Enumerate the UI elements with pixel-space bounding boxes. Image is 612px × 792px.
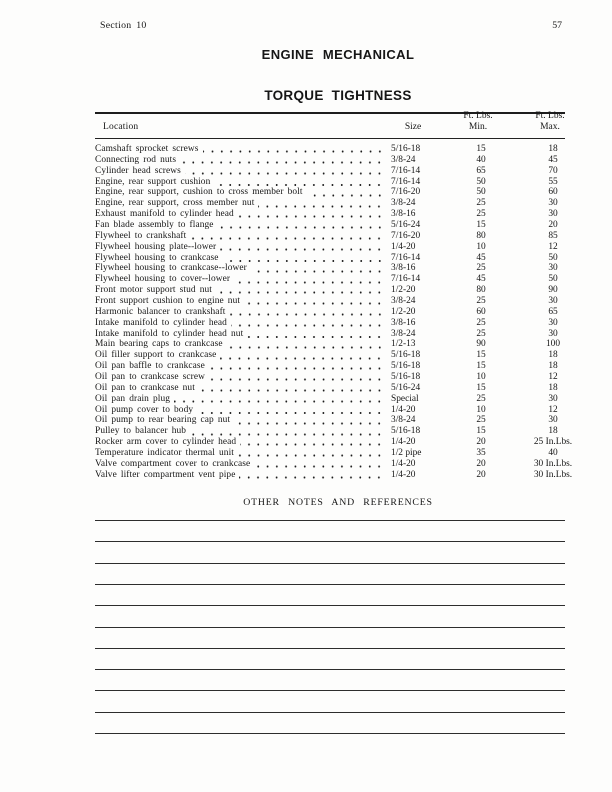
size-cell: 1/2-20	[391, 306, 416, 317]
size-cell: 3/8-16	[391, 209, 416, 220]
notes-rule-line	[95, 648, 565, 649]
max-torque-cell: 30 In.Lbs.	[533, 458, 573, 469]
notes-heading: OTHER NOTES AND REFERENCES	[243, 497, 433, 508]
dot-leader	[230, 307, 385, 318]
location-cell	[95, 187, 391, 198]
location-text: Valve compartment cover to crankcase	[95, 458, 251, 469]
table-row	[95, 405, 587, 416]
table-row	[95, 155, 587, 166]
column-header-min: Ft. Lbs. Min.	[463, 111, 493, 132]
location-cell	[95, 144, 391, 155]
location-text: Flywheel housing to crankcase	[95, 252, 219, 263]
notes-rule-line	[95, 733, 565, 734]
size-cell: 1/2-13	[391, 339, 416, 350]
location-cell	[95, 209, 391, 220]
dot-leader	[216, 285, 384, 296]
max-torque-cell: 30	[548, 296, 558, 307]
min-torque-cell: 10	[476, 404, 486, 415]
max-torque-cell: 30	[548, 209, 558, 220]
dot-leader	[214, 177, 384, 188]
max-torque-cell: 12	[548, 372, 558, 383]
min-torque-cell: 25	[476, 393, 486, 404]
location-cell	[95, 285, 391, 296]
min-torque-cell: 90	[476, 339, 486, 350]
max-torque-cell: 90	[548, 285, 558, 296]
min-torque-cell: 45	[476, 274, 486, 285]
column-header-location: Location	[103, 122, 139, 132]
dot-leader	[209, 361, 384, 372]
location-text: Cylinder head screws	[95, 165, 181, 176]
max-torque-cell: 12	[548, 241, 558, 252]
min-torque-cell: 15	[476, 350, 486, 361]
max-torque-cell: 60	[548, 187, 558, 198]
location-text: Flywheel to crankshaft	[95, 230, 187, 241]
table-row	[95, 415, 587, 426]
location-cell	[95, 394, 391, 405]
min-torque-cell: 20	[476, 469, 486, 480]
size-cell: 5/16-24	[391, 382, 421, 393]
size-cell: 1/2 pipe	[391, 448, 422, 459]
min-torque-cell: 25	[476, 209, 486, 220]
size-cell: 1/2-20	[391, 285, 416, 296]
location-cell	[95, 405, 391, 416]
dot-leader	[218, 220, 384, 231]
location-cell	[95, 383, 391, 394]
location-cell	[95, 448, 391, 459]
min-torque-cell: 15	[476, 382, 486, 393]
size-cell: Special	[391, 393, 419, 404]
size-cell: 7/16-14	[391, 274, 421, 285]
location-cell	[95, 166, 391, 177]
min-torque-cell: 20	[476, 437, 486, 448]
location-text: Oil pan drain plug	[95, 393, 171, 404]
location-cell	[95, 437, 391, 448]
min-torque-cell: 50	[476, 187, 486, 198]
location-text: Flywheel housing to crankcase--lower	[95, 263, 247, 274]
max-torque-cell: 20	[548, 220, 558, 231]
table-row	[95, 383, 587, 394]
table-row	[95, 350, 587, 361]
section-label: Section 10	[100, 20, 147, 31]
size-cell: 3/8-16	[391, 317, 416, 328]
table-row	[95, 361, 587, 372]
max-torque-cell: 50	[548, 274, 558, 285]
size-cell: 3/8-24	[391, 198, 416, 209]
table-row	[95, 166, 587, 177]
size-cell: 5/16-18	[391, 361, 421, 372]
dot-leader	[258, 198, 384, 209]
dot-leader	[223, 253, 384, 264]
location-cell	[95, 372, 391, 383]
location-cell	[95, 318, 391, 329]
table-header-rule	[95, 138, 565, 139]
table-row	[95, 339, 587, 350]
table-row	[95, 253, 587, 264]
max-torque-cell: 30 In.Lbs.	[533, 469, 573, 480]
location-cell	[95, 329, 391, 340]
size-cell: 7/16-20	[391, 230, 421, 241]
size-cell: 3/8-24	[391, 328, 416, 339]
notes-rule-line	[95, 541, 565, 542]
min-torque-cell: 40	[476, 154, 486, 165]
max-torque-cell: 30	[548, 415, 558, 426]
dot-leader	[244, 296, 384, 307]
page-title: ENGINE MECHANICAL	[261, 47, 415, 62]
min-torque-cell: 10	[476, 241, 486, 252]
location-cell	[95, 415, 391, 426]
table-row	[95, 307, 587, 318]
min-torque-cell: 10	[476, 372, 486, 383]
dot-leader	[231, 318, 384, 329]
max-torque-cell: 85	[548, 230, 558, 241]
max-torque-cell: 30	[548, 393, 558, 404]
location-text: Rocker arm cover to cylinder head	[95, 437, 237, 448]
location-text: Oil pan baffle to crankcase	[95, 361, 205, 372]
dot-leader	[239, 470, 384, 481]
max-torque-cell: 18	[548, 426, 558, 437]
location-text: Temperature indicator thermal unit	[95, 448, 234, 459]
location-text: Engine, rear support, cushion to cross member bolt	[95, 187, 303, 198]
location-cell	[95, 242, 391, 253]
size-cell: 7/16-20	[391, 187, 421, 198]
min-torque-cell: 50	[476, 176, 486, 187]
location-cell	[95, 198, 391, 209]
table-row	[95, 426, 587, 437]
size-cell: 5/16-18	[391, 350, 421, 361]
notes-rule-line	[95, 712, 565, 713]
size-cell: 1/4-20	[391, 404, 416, 415]
max-torque-cell: 18	[548, 382, 558, 393]
size-cell: 7/16-14	[391, 165, 421, 176]
dot-leader	[180, 155, 384, 166]
dot-leader	[254, 459, 384, 470]
location-cell	[95, 307, 391, 318]
location-text: Front motor support stud nut	[95, 285, 213, 296]
location-text: Engine, rear support, cross member nut	[95, 198, 255, 209]
size-cell: 1/4-20	[391, 437, 416, 448]
table-row	[95, 274, 587, 285]
table-row	[95, 296, 587, 307]
notes-rule-line	[95, 690, 565, 691]
location-text: Oil pump cover to body	[95, 404, 194, 415]
location-cell	[95, 263, 391, 274]
max-torque-cell: 12	[548, 404, 558, 415]
size-cell: 3/8-24	[391, 296, 416, 307]
size-cell: 1/4-20	[391, 458, 416, 469]
table-row	[95, 242, 587, 253]
dot-leader	[174, 394, 384, 405]
max-torque-cell: 30	[548, 317, 558, 328]
dot-leader	[240, 437, 384, 448]
table-row	[95, 437, 587, 448]
dot-leader	[251, 263, 384, 274]
size-cell: 1/4-20	[391, 469, 416, 480]
table-row	[95, 231, 587, 242]
location-cell	[95, 426, 391, 437]
location-cell	[95, 459, 391, 470]
location-text: Oil pump to rear bearing cap nut	[95, 415, 231, 426]
table-row	[95, 459, 587, 470]
min-torque-cell: 15	[476, 361, 486, 372]
page-number: 57	[552, 20, 562, 31]
min-torque-cell: 25	[476, 415, 486, 426]
max-torque-cell: 50	[548, 252, 558, 263]
location-text: Fan blade assembly to flange	[95, 220, 214, 231]
min-torque-cell: 15	[476, 220, 486, 231]
dot-leader	[307, 187, 384, 198]
location-text: Intake manifold to cylinder head nut	[95, 328, 244, 339]
min-torque-cell: 25	[476, 296, 486, 307]
dot-leader	[238, 209, 384, 220]
location-text: Oil pan to crankcase nut	[95, 382, 195, 393]
min-torque-cell: 25	[476, 263, 486, 274]
dot-leader	[185, 166, 384, 177]
min-torque-cell: 60	[476, 306, 486, 317]
max-torque-cell: 100	[545, 339, 561, 350]
location-text: Main bearing caps to crankcase	[95, 339, 223, 350]
table-row	[95, 372, 587, 383]
location-cell	[95, 274, 391, 285]
min-torque-cell: 65	[476, 165, 486, 176]
notes-rule-line	[95, 605, 565, 606]
table-row	[95, 187, 587, 198]
table-row	[95, 198, 587, 209]
dot-leader	[234, 415, 384, 426]
location-cell	[95, 253, 391, 264]
max-torque-cell: 18	[548, 144, 558, 154]
location-cell	[95, 361, 391, 372]
location-cell	[95, 220, 391, 231]
max-torque-cell: 30	[548, 263, 558, 274]
location-text: Front support cushion to engine nut	[95, 296, 241, 307]
table-row	[95, 318, 587, 329]
location-cell	[95, 339, 391, 350]
size-cell: 5/16-18	[391, 426, 421, 437]
location-text: Flywheel housing plate--lower	[95, 241, 217, 252]
min-torque-cell: 35	[476, 448, 486, 459]
location-cell	[95, 231, 391, 242]
location-text: Oil pan to crankcase screw	[95, 372, 205, 383]
min-torque-cell: 80	[476, 285, 486, 296]
dot-leader	[203, 144, 385, 155]
location-text: Camshaft sprocket screws	[95, 144, 199, 154]
table-row	[95, 448, 587, 459]
table-row	[95, 177, 587, 188]
dot-leader	[238, 448, 384, 459]
dot-leader	[220, 350, 384, 361]
min-torque-cell: 25	[476, 198, 486, 209]
max-torque-cell: 30	[548, 198, 558, 209]
notes-rule-line	[95, 563, 565, 564]
dot-leader	[199, 383, 384, 394]
table-row	[95, 209, 587, 220]
dot-leader	[209, 372, 384, 383]
max-torque-cell: 18	[548, 350, 558, 361]
table-row	[95, 329, 587, 340]
table-row	[95, 470, 587, 481]
column-header-max: Ft. Lbs. Max.	[535, 111, 565, 132]
min-torque-cell: 15	[476, 144, 486, 154]
location-cell	[95, 177, 391, 188]
notes-rule-line	[95, 669, 565, 670]
location-cell	[95, 350, 391, 361]
max-torque-cell: 45	[548, 154, 558, 165]
location-text: Exhaust manifold to cylinder head	[95, 209, 234, 220]
dot-leader	[197, 405, 384, 416]
min-torque-cell: 20	[476, 458, 486, 469]
location-text: Engine, rear support cushion	[95, 176, 211, 187]
dot-leader	[190, 231, 384, 242]
max-torque-cell: 65	[548, 306, 558, 317]
max-torque-cell: 25 In.Lbs.	[533, 437, 573, 448]
table-row	[95, 394, 587, 405]
max-torque-cell: 70	[548, 165, 558, 176]
table-row	[95, 285, 587, 296]
location-cell	[95, 155, 391, 166]
notes-rule-line	[95, 584, 565, 585]
max-torque-cell: 40	[548, 448, 558, 459]
location-cell	[95, 296, 391, 307]
max-torque-cell: 55	[548, 176, 558, 187]
dot-leader	[247, 329, 384, 340]
min-torque-cell: 45	[476, 252, 486, 263]
dot-leader	[234, 274, 384, 285]
column-header-size: Size	[404, 122, 422, 132]
size-cell: 5/16-24	[391, 220, 421, 231]
location-text: Pulley to balancer hub	[95, 426, 187, 437]
size-cell: 5/16-18	[391, 372, 421, 383]
size-cell: 5/16-18	[391, 144, 421, 154]
location-text: Oil filler support to crankcase	[95, 350, 217, 361]
location-text: Connecting rod nuts	[95, 154, 177, 165]
location-text: Harmonic balancer to crankshaft	[95, 306, 226, 317]
size-cell: 3/8-24	[391, 415, 416, 426]
table-row	[95, 263, 587, 274]
location-cell	[95, 470, 391, 481]
location-text: Valve lifter compartment vent pipe	[95, 469, 236, 480]
max-torque-cell: 18	[548, 361, 558, 372]
max-torque-cell: 30	[548, 328, 558, 339]
min-torque-cell: 25	[476, 317, 486, 328]
min-torque-cell: 25	[476, 328, 486, 339]
dot-leader	[220, 242, 384, 253]
location-text: Intake manifold to cylinder head	[95, 317, 227, 328]
min-torque-cell: 15	[476, 426, 486, 437]
dot-leader	[227, 339, 384, 350]
size-cell: 7/16-14	[391, 176, 421, 187]
size-cell: 3/8-24	[391, 154, 416, 165]
table-title: TORQUE TIGHTNESS	[264, 88, 412, 103]
size-cell: 3/8-16	[391, 263, 416, 274]
size-cell: 7/16-14	[391, 252, 421, 263]
notes-rule-line	[95, 627, 565, 628]
min-torque-cell: 80	[476, 230, 486, 241]
dot-leader	[190, 426, 384, 437]
table-row	[95, 220, 587, 231]
size-cell: 1/4-20	[391, 241, 416, 252]
notes-rule-line	[95, 520, 565, 521]
location-text: Flywheel housing to cover--lower	[95, 274, 231, 285]
torque-table-body	[95, 144, 587, 481]
table-row	[95, 144, 587, 155]
